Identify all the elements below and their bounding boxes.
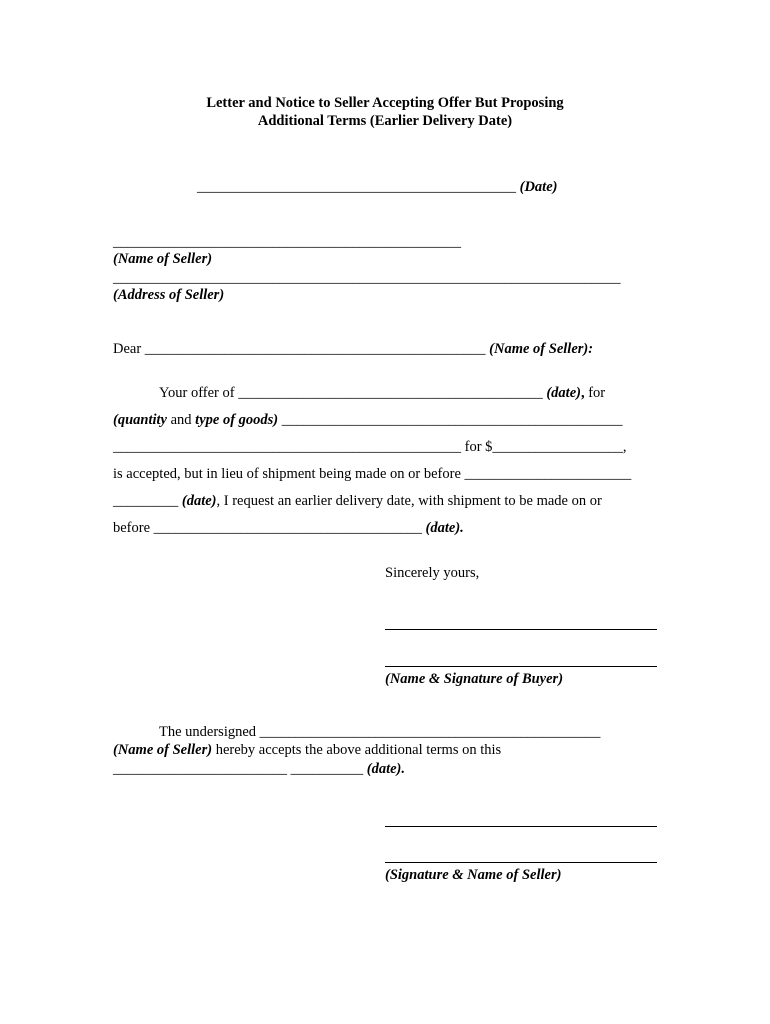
seller-signature-label: (Signature & Name of Seller) [385, 867, 562, 883]
seller-signature-line-2[interactable] [385, 862, 657, 863]
body-line-2 [113, 411, 623, 429]
date-field-line [197, 178, 557, 196]
undersigned-text: The undersigned [159, 724, 257, 740]
acceptance-line-1 [159, 723, 600, 741]
buyer-signature-line-1[interactable] [385, 629, 657, 630]
sincerely-text: Sincerely yours, [385, 565, 480, 581]
body-line-1 [159, 384, 605, 402]
dear-text: Dear [113, 341, 142, 357]
and-text: and [170, 412, 192, 428]
shipment-date-blank[interactable]: _______________________ [464, 466, 632, 482]
offer-date-blank[interactable]: __________________________________________ [238, 385, 543, 401]
hereby-accepts-text: hereby accepts the above additional terms on this [215, 742, 502, 758]
acceptance-line-3 [113, 760, 405, 778]
request-earlier-text: , I request an earlier delivery date, with shipment to be made on or [216, 493, 602, 509]
your-offer-text: Your offer of [159, 385, 235, 401]
goods-blank[interactable]: _______________________________________________ [281, 412, 623, 428]
salutation-blank[interactable]: _______________________________________________ [144, 341, 486, 357]
shipment-date-blank-continued[interactable]: _________ [113, 493, 179, 509]
title-line-1: Letter and Notice to Seller Accepting Offer But Proposing [206, 95, 564, 111]
type-of-goods-label: type of goods) [195, 412, 279, 428]
acceptance-month-blank[interactable]: __________ [290, 761, 364, 777]
date-blank[interactable]: ____________________________________________ [197, 179, 516, 195]
date-label: (Date) [519, 179, 558, 195]
comma: , [622, 439, 627, 455]
undersigned-blank[interactable]: _______________________________________________ [259, 724, 601, 740]
shipment-date-label: (date) [181, 493, 217, 509]
buyer-signature-label: (Name & Signature of Buyer) [385, 671, 564, 687]
before-text: before [113, 520, 151, 536]
title-line-2: Additional Terms (Earlier Delivery Date) [257, 113, 513, 129]
offer-date-label: (date) [546, 385, 581, 401]
new-date-label: (date). [425, 520, 464, 536]
buyer-signature-line-2[interactable] [385, 666, 657, 667]
comma: , [580, 385, 585, 401]
accepted-text: is accepted, but in lieu of shipment being made on or before [113, 466, 461, 482]
acceptance-date-label: (date). [366, 761, 405, 777]
acceptance-day-blank[interactable]: ________________________ [113, 761, 287, 777]
quantity-label: (quantity [113, 412, 167, 428]
body-line-5 [113, 492, 602, 510]
goods-blank-continued[interactable]: ________________________________________________ [113, 439, 461, 455]
body-line-3 [113, 438, 627, 456]
body-line-4 [113, 465, 631, 483]
new-date-blank[interactable]: _____________________________________ [153, 520, 422, 536]
for-text: for [588, 385, 606, 401]
seller-signature-line-1[interactable] [385, 826, 657, 827]
seller-address-label: (Address of Seller) [113, 287, 225, 303]
seller-address-blank[interactable]: ______________________________________________________________________ [113, 270, 621, 286]
document-title [0, 94, 770, 130]
acceptance-line-2 [113, 741, 501, 759]
for-dollar-text: for $ [464, 439, 493, 455]
salutation-seller-label: (Name of Seller): [489, 341, 594, 357]
amount-blank[interactable]: __________________ [492, 439, 623, 455]
seller-name-blank[interactable]: ________________________________________________ [113, 234, 461, 250]
body-line-6 [113, 519, 464, 537]
seller-name-label: (Name of Seller) [113, 251, 213, 267]
acceptance-seller-label: (Name of Seller) [113, 742, 213, 758]
salutation-line [113, 340, 593, 358]
